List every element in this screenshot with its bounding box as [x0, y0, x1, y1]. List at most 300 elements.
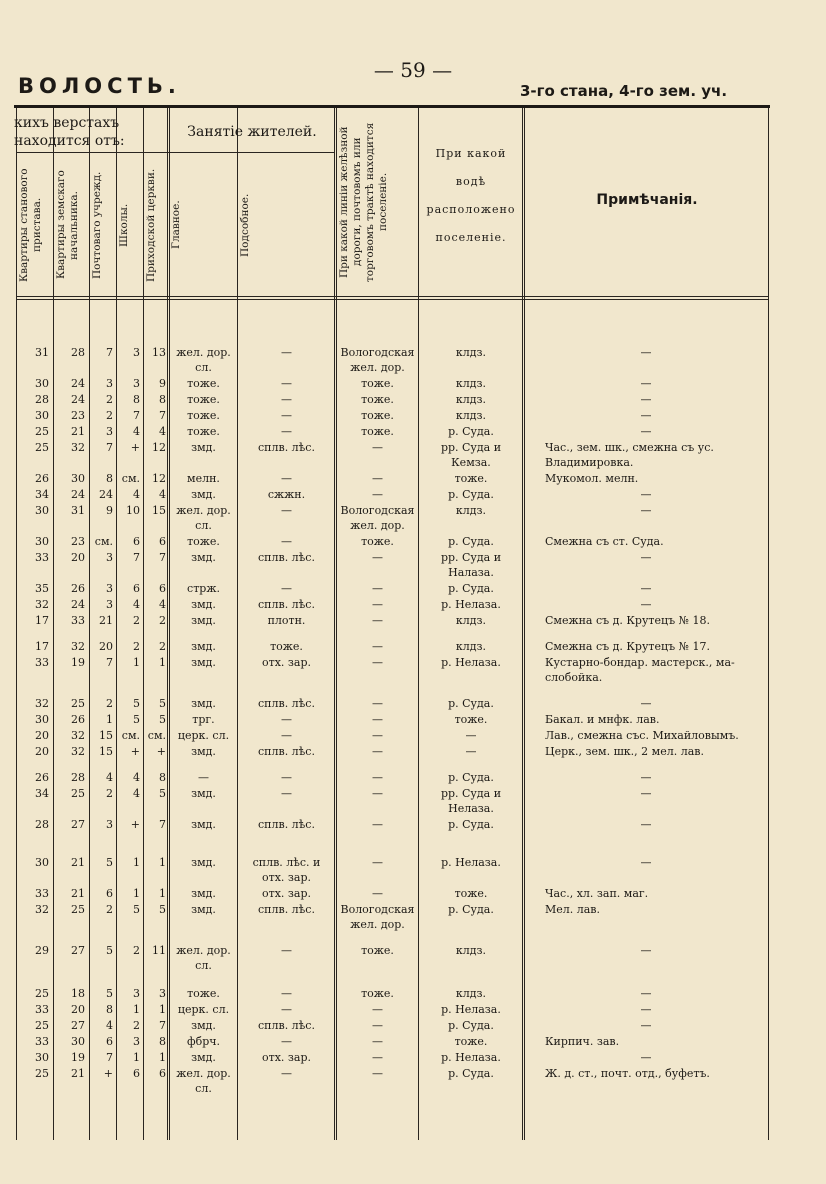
table-row [0, 1002, 826, 1017]
aux-occupation-line: сжжн. [267, 488, 306, 501]
table-row [0, 712, 826, 727]
church-distance: 8 [159, 771, 166, 784]
table-row [0, 902, 826, 932]
post-distance: 4 [106, 771, 113, 784]
post-distance: 8 [106, 1003, 113, 1016]
railway-tract-line: тоже. [361, 409, 394, 422]
water-body [421, 639, 521, 654]
post-distance: 5 [106, 987, 113, 1000]
aux-occupation [240, 487, 333, 502]
water-body-line: клдз. [455, 393, 487, 406]
railway-tract-line: — [372, 656, 383, 669]
post-distance: 2 [106, 393, 113, 406]
school-column-header: Школы. [118, 203, 130, 247]
aux-occupation [240, 1018, 333, 1033]
railway-tract-line: — [372, 1035, 383, 1048]
railway-tract-line: тоже. [361, 377, 394, 390]
stanovoy-distance: 30 [35, 504, 49, 517]
post-distance: 2 [106, 697, 113, 710]
water-body [421, 712, 521, 727]
remarks [526, 786, 766, 801]
page-number: — 59 — [373, 58, 453, 82]
zemsky-distance: 27 [71, 1019, 85, 1032]
railway-tract-line: — [372, 729, 383, 742]
railway-tract-line: — [372, 551, 383, 564]
post-distance: 15 [99, 729, 113, 742]
water-body [421, 376, 521, 391]
main-occupation [171, 986, 236, 1001]
railway-tract [337, 728, 418, 743]
school-distance: 4 [133, 787, 140, 800]
aux-occupation [240, 786, 333, 801]
church-distance: 5 [159, 787, 166, 800]
water-body [421, 424, 521, 439]
railway-tract-line: — [372, 787, 383, 800]
table-row [0, 392, 826, 407]
stanovoy-distance: 28 [35, 393, 49, 406]
main-occupation [171, 902, 236, 917]
remarks [526, 986, 766, 1001]
water-body [421, 728, 521, 743]
post-distance: 24 [99, 488, 113, 501]
water-body-line: р. Суда. [448, 1019, 494, 1032]
water-body [421, 770, 521, 785]
school-distance: 3 [133, 377, 140, 390]
main-occupation-line: жел. дор. [176, 944, 231, 957]
remarks-line: Кустарно-бондар. мастерск., ма- [545, 656, 735, 669]
table-row [0, 655, 826, 685]
remarks-line: — [640, 488, 652, 501]
post-distance: 7 [106, 441, 113, 454]
water-body [421, 534, 521, 549]
post-distance: 3 [106, 582, 113, 595]
post-distance: 9 [106, 504, 113, 517]
table-row [0, 1066, 826, 1096]
post-distance: 15 [99, 745, 113, 758]
water-body-line: р. Суда. [448, 582, 494, 595]
zemsky-distance: 32 [71, 729, 85, 742]
table-row [0, 696, 826, 711]
school-distance: 5 [133, 903, 140, 916]
remarks [545, 1034, 767, 1049]
aux-occupation-line: плотн. [267, 614, 306, 627]
table-row [0, 770, 826, 785]
stanovoy-distance: 25 [35, 425, 49, 438]
railway-tract [337, 1002, 418, 1017]
school-distance: 2 [133, 944, 140, 957]
school-distance: 1 [133, 1051, 140, 1064]
main-occupation-line: змд. [191, 787, 216, 800]
school-distance: 4 [133, 598, 140, 611]
remarks-line: — [640, 393, 652, 406]
aux-occupation-line: — [281, 771, 292, 784]
zemsky-distance: 30 [71, 1035, 85, 1048]
church-distance: 5 [159, 903, 166, 916]
water-body [421, 855, 521, 870]
aux-occupation-line: — [281, 944, 292, 957]
railway-tract-line: тоже. [361, 944, 394, 957]
railway-tract-line: тоже. [361, 425, 394, 438]
water-body [421, 1002, 521, 1017]
school-distance: 7 [133, 551, 140, 564]
post-distance: 3 [106, 377, 113, 390]
aux-occupation [240, 770, 333, 785]
post-distance: 7 [106, 1051, 113, 1064]
water-body-line: р. Суда. [448, 535, 494, 548]
water-body-line: р. Суда. [448, 771, 494, 784]
railway-tract-line: — [372, 441, 383, 454]
remarks-line: — [640, 697, 652, 710]
aux-occupation-line: — [281, 346, 292, 359]
water-body [421, 786, 521, 816]
remarks-line: — [640, 425, 652, 438]
aux-occupation-line: отх. зар. [261, 1051, 311, 1064]
stanovoy-distance: 33 [35, 656, 49, 669]
main-occupation-line: жел. дор. [176, 346, 231, 359]
school-distance: 3 [133, 346, 140, 359]
aux-occupation [240, 655, 333, 670]
aux-occupation [240, 1034, 333, 1049]
railway-tract [337, 613, 418, 628]
table-row [0, 1034, 826, 1049]
remarks [526, 503, 766, 518]
main-occupation-line: жел. дор. [176, 1067, 231, 1080]
main-occupation-line: церк. сл. [177, 1003, 230, 1016]
church-distance: 1 [159, 1051, 166, 1064]
railway-tract [337, 597, 418, 612]
post-distance: 3 [106, 425, 113, 438]
stanovoy-distance: 30 [35, 409, 49, 422]
church-distance: 1 [159, 887, 166, 900]
stanovoy-distance: 32 [35, 697, 49, 710]
aux-occupation [240, 855, 333, 885]
main-occupation-line: сл. [195, 361, 212, 374]
water-body-line: р. Суда. [448, 488, 494, 501]
remarks-line: Ж. д. ст., почт. отд., буфетъ. [545, 1067, 710, 1080]
post-distance: 6 [106, 1035, 113, 1048]
water-body [421, 655, 521, 670]
remarks [526, 345, 766, 360]
water-body-line: р. Суда. [448, 903, 494, 916]
school-distance: 8 [133, 393, 140, 406]
aux-occupation-line: — [281, 425, 292, 438]
school-distance: 6 [133, 582, 140, 595]
remarks [526, 581, 766, 596]
church-distance: 4 [159, 488, 166, 501]
remarks [526, 1050, 766, 1065]
post-distance: 20 [99, 640, 113, 653]
main-occupation [171, 786, 236, 801]
stanovoy-distance: 34 [35, 488, 49, 501]
water-body [421, 1034, 521, 1049]
remarks-line: — [640, 987, 652, 1000]
main-occupation-line: сл. [195, 959, 212, 972]
post-distance: 2 [106, 409, 113, 422]
main-occupation [171, 408, 236, 423]
water-body [421, 408, 521, 423]
school-distance: + [130, 745, 140, 758]
table-row [0, 487, 826, 502]
main-occupation-line: тоже. [187, 409, 220, 422]
remarks-line: Мел. лав. [545, 903, 600, 916]
main-occupation-line: змд. [191, 656, 216, 669]
page-title-left: ВОЛОСТЬ. [18, 74, 181, 98]
school-distance: 2 [133, 1019, 140, 1032]
aux-occupation [240, 345, 333, 360]
post-column-header: Почтоваго учрежд. [91, 171, 103, 279]
water-body [421, 471, 521, 486]
railway-tract [337, 986, 418, 1001]
water-body [421, 1050, 521, 1065]
school-distance: 1 [133, 856, 140, 869]
aux-occupation [240, 728, 333, 743]
railway-tract-line: — [372, 818, 383, 831]
main-occupation-line: сл. [195, 1082, 212, 1095]
main-occupation [171, 345, 236, 375]
stanovoy-distance: 30 [35, 535, 49, 548]
aux-occupation [240, 696, 333, 711]
remarks-line: слобойка. [545, 671, 603, 684]
stanovoy-distance: 32 [35, 903, 49, 916]
aux-occupation-line: сплв. лѣс. [258, 1019, 315, 1032]
main-occupation-line: змд. [191, 598, 216, 611]
remarks-line: Смежна съ д. Крутецъ № 18. [545, 614, 710, 627]
remarks-line: Бакал. и мнфк. лав. [545, 713, 660, 726]
aux-occupation [240, 986, 333, 1001]
zemsky-distance: 24 [71, 598, 85, 611]
main-occupation [171, 770, 236, 785]
school-distance: 1 [133, 656, 140, 669]
remarks [545, 1066, 767, 1081]
remarks [545, 639, 767, 654]
water-body-line: клдз. [455, 504, 487, 517]
water-body [421, 943, 521, 958]
water-body [421, 345, 521, 360]
post-distance: 3 [106, 551, 113, 564]
zemsky-distance: 21 [71, 856, 85, 869]
aux-occupation [240, 712, 333, 727]
aux-occupation [240, 613, 333, 628]
zemsky-distance: 32 [71, 441, 85, 454]
main-occupation-line: змд. [191, 551, 216, 564]
church-distance: 12 [152, 441, 166, 454]
stanovoy-distance: 25 [35, 1019, 49, 1032]
railway-tract-line: — [372, 614, 383, 627]
aux-occupation [240, 503, 333, 518]
stanovoy-distance: 33 [35, 1003, 49, 1016]
water-body-line: — [465, 745, 477, 758]
remarks-line: Кирпич. зав. [545, 1035, 620, 1048]
railway-tract-line: тоже. [361, 535, 394, 548]
railway-tract [337, 1018, 418, 1033]
railway-tract-line: тоже. [361, 393, 394, 406]
aux-occupation-line: тоже. [270, 640, 303, 653]
school-distance: 5 [133, 697, 140, 710]
remarks [545, 534, 767, 549]
post-distance: 2 [106, 787, 113, 800]
aux-occupation [240, 886, 333, 901]
main-occupation-line: змд. [191, 887, 216, 900]
railway-tract-line: — [372, 1003, 383, 1016]
main-occupation-line: тоже. [187, 377, 220, 390]
aux-occupation-line: — [281, 582, 292, 595]
main-occupation [171, 581, 236, 596]
main-occupation [171, 1034, 236, 1049]
zemsky-distance: 31 [71, 504, 85, 517]
table-row [0, 424, 826, 439]
main-occupation-line: тоже. [187, 535, 220, 548]
main-occupation-line: церк. сл. [177, 729, 230, 742]
main-occupation [171, 696, 236, 711]
aux-occupation-line: — [281, 504, 292, 517]
church-distance: 6 [159, 582, 166, 595]
stanovoy-distance: 20 [35, 729, 49, 742]
water-body-line: тоже. [454, 1035, 488, 1048]
post-distance: 5 [106, 856, 113, 869]
remarks [526, 1002, 766, 1017]
school-distance: см. [121, 729, 140, 742]
water-body [421, 1066, 521, 1081]
water-body-line: р. Нелаза. [441, 656, 501, 669]
post-distance: 7 [106, 346, 113, 359]
railway-tract [337, 943, 418, 958]
stanovoy-column-header: Квартиры станового пристава. [18, 168, 43, 282]
water-body-line: тоже. [454, 472, 488, 485]
water-body-line: клдз. [455, 944, 487, 957]
remarks [545, 613, 767, 628]
remarks-line: — [640, 582, 652, 595]
remarks [545, 655, 767, 685]
water-body [421, 597, 521, 612]
zemsky-distance: 19 [71, 656, 85, 669]
church-distance: 5 [159, 697, 166, 710]
aux-occupation-line: сплв. лѣс. и [252, 856, 321, 869]
stanovoy-distance: 17 [35, 614, 49, 627]
remarks-line: Лав., смежна със. Михайловымъ. [545, 729, 739, 742]
remarks-line: — [640, 771, 652, 784]
railway-tract-line: — [372, 697, 383, 710]
railway-tract [337, 581, 418, 596]
aux-occupation-line: сплв. лѣс. [258, 551, 315, 564]
aux-occupation [240, 1002, 333, 1017]
zemsky-distance: 27 [71, 944, 85, 957]
header-subrule [16, 152, 167, 153]
aux-occupation-line: — [281, 535, 292, 548]
main-occupation [171, 440, 236, 455]
main-occupation-line: стрж. [187, 582, 220, 595]
remarks-line: — [640, 409, 652, 422]
table-row [0, 639, 826, 654]
zemsky-distance: 23 [71, 409, 85, 422]
railway-tract [337, 770, 418, 785]
stanovoy-distance: 33 [35, 1035, 49, 1048]
remarks [526, 1018, 766, 1033]
stanovoy-distance: 28 [35, 818, 49, 831]
aux-occupation-line: отх. зар. [261, 871, 311, 884]
remarks [545, 440, 767, 470]
table-row [0, 728, 826, 743]
remarks [526, 392, 766, 407]
table-row [0, 550, 826, 580]
main-occupation [171, 550, 236, 565]
zemsky-distance: 21 [71, 887, 85, 900]
main-occupation-header: Главное. [170, 200, 182, 250]
church-distance: 5 [159, 713, 166, 726]
aux-occupation-line: сплв. лѣс. [258, 903, 315, 916]
post-distance: 21 [99, 614, 113, 627]
railway-tract-line: — [372, 488, 383, 501]
water-body [421, 886, 521, 901]
remarks [526, 376, 766, 391]
zemsky-distance: 27 [71, 818, 85, 831]
church-distance: 3 [159, 987, 166, 1000]
main-occupation [171, 424, 236, 439]
table-row [0, 886, 826, 901]
main-occupation-line: змд. [191, 488, 216, 501]
remarks-line: — [640, 377, 652, 390]
aux-occupation [240, 1050, 333, 1065]
stanovoy-distance: 34 [35, 787, 49, 800]
stanovoy-distance: 30 [35, 377, 49, 390]
church-distance: 1 [159, 1003, 166, 1016]
main-occupation [171, 655, 236, 670]
water-body [421, 487, 521, 502]
table-row [0, 503, 826, 533]
aux-occupation-line: — [281, 1067, 292, 1080]
main-occupation [171, 487, 236, 502]
remarks-line: — [640, 1003, 652, 1016]
railway-tract [337, 696, 418, 711]
remarks-line: Смежна съ ст. Суда. [545, 535, 664, 548]
remarks [526, 424, 766, 439]
remarks [526, 487, 766, 502]
railway-tract-line: Вологодская [340, 346, 415, 359]
railway-tract-line: — [372, 472, 383, 485]
railway-tract [337, 1034, 418, 1049]
remarks-line: Мукомол. мелн. [545, 472, 639, 485]
main-occupation [171, 1002, 236, 1017]
main-occupation-line: змд. [191, 1051, 216, 1064]
remarks [526, 408, 766, 423]
railway-tract [337, 440, 418, 455]
railway-tract [337, 1066, 418, 1081]
zemsky-distance: 19 [71, 1051, 85, 1064]
aux-occupation [240, 471, 333, 486]
remarks [526, 597, 766, 612]
railway-tract [337, 345, 418, 375]
railway-tract-line: — [372, 856, 383, 869]
school-distance: 6 [133, 1067, 140, 1080]
aux-occupation [240, 534, 333, 549]
remarks [545, 886, 767, 901]
water-body-line: клдз. [455, 640, 487, 653]
zemsky-distance: 32 [71, 640, 85, 653]
main-occupation [171, 1018, 236, 1033]
main-occupation-line: змд. [191, 441, 216, 454]
railway-tract-line: — [372, 598, 383, 611]
railway-tract-line: — [372, 1067, 383, 1080]
water-body-line: р. Нелаза. [441, 1051, 501, 1064]
stanovoy-distance: 35 [35, 582, 49, 595]
church-distance: 7 [159, 551, 166, 564]
water-body [421, 817, 521, 832]
church-distance: 6 [159, 1067, 166, 1080]
stanovoy-distance: 30 [35, 856, 49, 869]
school-distance: 10 [126, 504, 140, 517]
aux-occupation-line: — [281, 409, 292, 422]
remarks [545, 744, 767, 759]
water-body-line: тоже. [454, 713, 488, 726]
